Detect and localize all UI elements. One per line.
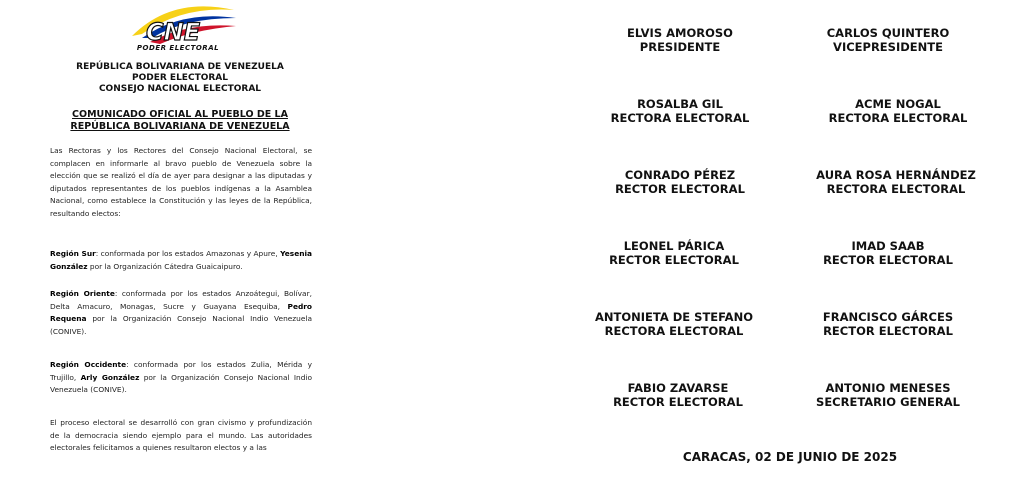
region-occidente-text: : conformada por los estados Zulia, Mérida y Trujillo, bbox=[50, 360, 312, 382]
region-sur-name: Yesenia González bbox=[50, 249, 312, 271]
signatory-block bbox=[798, 26, 978, 54]
signatory-title: RECTOR ELECTORAL bbox=[615, 182, 745, 196]
signatory-block bbox=[588, 381, 768, 409]
signatory-name: ROSALBA GIL bbox=[637, 97, 723, 111]
signatory-title: RECTORA ELECTORAL bbox=[604, 324, 744, 338]
closing-paragraph: El proceso electoral se desarrolló con gran civismo y profundización de la democracia siendo ejemplo para el mundo. Las autoridades electorales felicitamos a quienes resultaron electos y a las bbox=[50, 418, 312, 453]
region-oriente-text: : conformada por los estados Anzoátegui, Bolívar, Delta Amacuro, Monagas, Sucre y Guayana Esequiba, bbox=[50, 289, 312, 311]
region-oriente-org: por la Organización Consejo Nacional Indio Venezuela (CONIVE). bbox=[50, 314, 312, 336]
communique-title-line1: COMUNICADO OFICIAL AL PUEBLO DE LA bbox=[72, 109, 288, 120]
signatory-block bbox=[584, 310, 764, 338]
region-sur-label: Región Sur bbox=[50, 249, 96, 258]
region-sur-org: por la Organización Cátedra Guaicaipuro. bbox=[87, 261, 243, 271]
signatory-name: ANTONIETA DE STEFANO bbox=[595, 310, 753, 324]
signatory-title: PRESIDENTE bbox=[639, 40, 721, 54]
region-sur-text: : conformada por los estados Amazonas y Apure, bbox=[95, 249, 281, 258]
signatory-title: RECTOR ELECTORAL bbox=[609, 253, 739, 267]
signatory-name: FABIO ZAVARSE bbox=[627, 381, 729, 395]
signatory-name: CARLOS QUINTERO bbox=[826, 26, 950, 40]
signatory-title: RECTOR ELECTORAL bbox=[613, 395, 743, 409]
signatory-name: CONRADO PÉREZ bbox=[624, 168, 736, 182]
signatory-block bbox=[798, 381, 978, 409]
communique-title-line2: REPÚBLICA BOLIVARIANA DE VENEZUELA bbox=[70, 121, 290, 132]
signatory-name: IMAD SAAB bbox=[851, 239, 925, 253]
region-oriente-paragraph bbox=[50, 288, 312, 338]
region-oriente-name: Pedro Requena bbox=[50, 301, 312, 324]
header-line-republic: REPÚBLICA BOLIVARIANA DE VENEZUELA bbox=[76, 62, 284, 72]
signatory-block bbox=[590, 97, 770, 125]
signatory-block bbox=[806, 168, 986, 196]
logo-text: CNE bbox=[146, 18, 201, 46]
signatory-block bbox=[798, 310, 978, 338]
signatory-title: SECRETARIO GENERAL bbox=[816, 395, 960, 409]
communique-title bbox=[40, 109, 320, 133]
signatory-name: ANTONIO MENESES bbox=[825, 381, 951, 395]
signatory-title: RECTORA ELECTORAL bbox=[828, 111, 968, 125]
region-occidente-name: Arly González bbox=[80, 372, 140, 382]
logo-subtitle: PODER ELECTORAL bbox=[136, 44, 220, 52]
signatory-name: AURA ROSA HERNÁNDEZ bbox=[816, 168, 976, 182]
signatory-block bbox=[798, 239, 978, 267]
header-line-cne: CONSEJO NACIONAL ELECTORAL bbox=[98, 84, 262, 94]
signatory-name: FRANCISCO GÁRCES bbox=[822, 310, 954, 324]
signatory-block bbox=[584, 239, 764, 267]
signatory-title: RECTORA ELECTORAL bbox=[826, 182, 966, 196]
signatory-name: ELVIS AMOROSO bbox=[627, 26, 733, 40]
intro-paragraph: Las Rectoras y los Rectores del Consejo Nacional Electoral, se complacen en informarle al bravo pueblo de Venezuela sobre la elección que se realizó el día de ayer para designar a las diputadas y diputados representantes de los pueblos indígenas a la Asamblea Nacional, como establece la Constitución y las leyes de la República, resultando electos: bbox=[50, 146, 312, 218]
region-oriente-label: Región Oriente bbox=[50, 289, 115, 298]
signatory-block bbox=[590, 168, 770, 196]
signatory-name: LEONEL PÁRICA bbox=[623, 239, 725, 253]
place-date: CARACAS, 02 DE JUNIO DE 2025 bbox=[682, 450, 898, 464]
signatory-name: ACME NOGAL bbox=[855, 97, 941, 111]
region-occidente-org: por la Organización Consejo Nacional Indio Venezuela (CONIVE). bbox=[50, 372, 312, 395]
signatory-block bbox=[590, 26, 770, 54]
region-sur-paragraph bbox=[50, 248, 312, 273]
signatory-title: VICEPRESIDENTE bbox=[833, 40, 943, 54]
region-occidente-label: Región Occidente bbox=[50, 360, 127, 369]
signatory-title: RECTOR ELECTORAL bbox=[823, 253, 953, 267]
signatory-title: RECTORA ELECTORAL bbox=[610, 111, 750, 125]
region-occidente-paragraph bbox=[50, 359, 312, 397]
signatory-title: RECTOR ELECTORAL bbox=[823, 324, 953, 338]
signatory-block bbox=[808, 97, 988, 125]
header-line-poder: PODER ELECTORAL bbox=[132, 73, 228, 83]
